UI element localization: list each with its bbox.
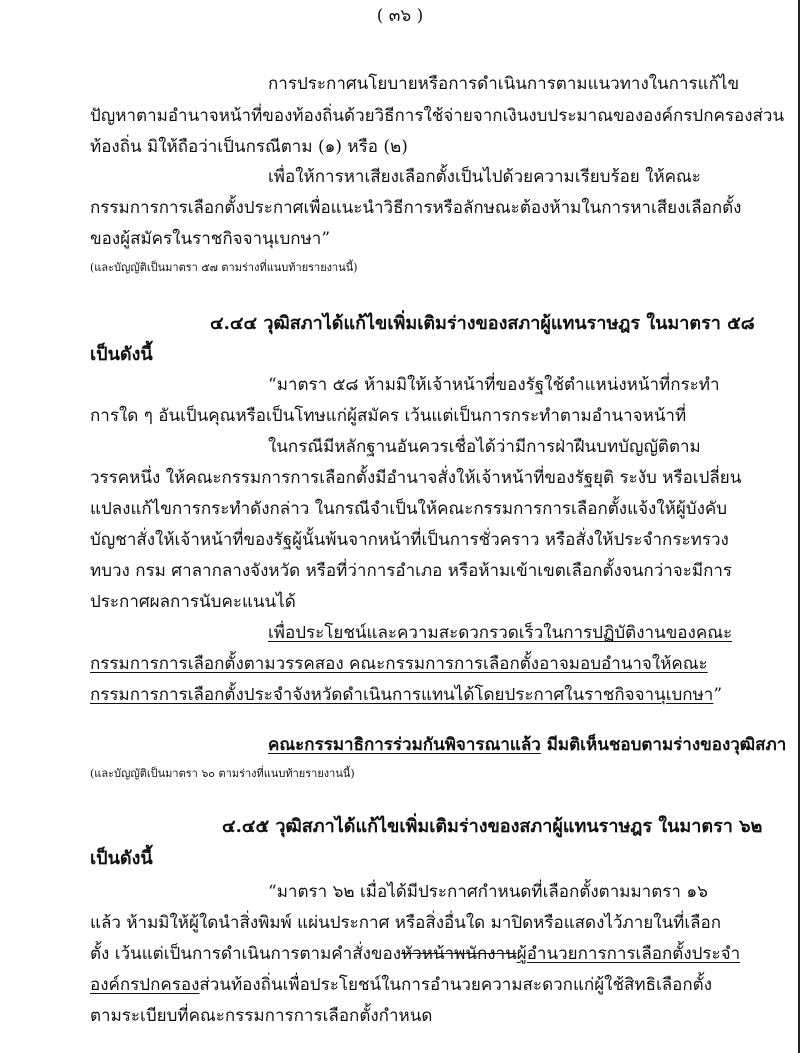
paragraph-line: กรรมการการเลือกตั้งประกาศเพื่อแนะนำวิธีการหรือลักษณะต้องห้ามในการหาเสียงเลือกตั้ง [90,198,742,218]
paragraph-line: แล้ว ห้ามมิให้ผู้ใดนำสิ่งพิมพ์ แผ่นประกาศ หรือสิ่งอื่นใด มาปิดหรือแสดงไว้ภายในที่เลือก [90,913,722,933]
paragraph-line: การประกาศนโยบายหรือการดำเนินการตามแนวทางในการแก้ไข [268,74,740,94]
text-segment: ส่วนท้องถิ่นเพื่อประโยชน์ในการอำนวยความสะดวกแก่ผู้ใช้สิทธิเลือกตั้ง [199,975,713,995]
section-heading-cont: เป็นดังนี้ [90,344,153,365]
paragraph-line: ปัญหาตามอำนาจหน้าที่ของท้องถิ่นด้วยวิธีการใช้จ่ายจากเงินงบประมาณขององค์กรปกครองส่วน [90,106,785,126]
paragraph-line: ประกาศผลการนับคะแนนได้ [90,592,296,612]
committee-underlined: คณะกรรมาธิการร่วมกันพิจารณาแล้ว [268,735,541,755]
underlined-line: กรรมการการเลือกตั้งตามวรรคสอง คณะกรรมการการเลือกตั้งอาจมอบอำนาจให้คณะ [90,654,708,674]
section-heading: ๔.๔๕ วุฒิสภาได้แก้ไขเพิ่มเติมร่างของสภาผู้แทนราษฎร ในมาตรา ๖๒ [222,816,763,837]
quote-close: ” [713,685,723,705]
section-heading-cont: เป็นดังนี้ [90,848,153,869]
paragraph-line [90,942,740,966]
paragraph-line: ท้องถิ่น มิให้ถือว่าเป็นกรณีตาม (๑) หรือ (๒) [90,137,408,157]
underlined-line: เพื่อประโยชน์และความสะดวกรวดเร็วในการปฏิบัติงานของคณะ [268,623,733,643]
paragraph-line [90,973,712,997]
paragraph-line: แปลงแก้ไขการกระทำดังกล่าว ในกรณีจำเป็นให้คณะกรรมการการเลือกตั้งแจ้งให้ผู้บังคับ [90,499,728,519]
paragraph-line: ทบวง กรม ศาลากลางจังหวัด หรือที่ว่าการอำเภอ หรือห้ามเข้าเขตเลือกตั้งจนกว่าจะมีการ [90,561,733,581]
committee-rest: มีมติเห็นชอบตามร่างของวุฒิสภา [540,735,787,755]
underlined-text: ผู้อำนวยการการเลือกตั้งประจำ [516,944,741,964]
text-segment: ตั้ง เว้นแต่เป็นการดำเนินการตามคำสั่งของ [90,944,402,964]
paragraph-line: “มาตรา ๕๘ ห้ามมิให้เจ้าหน้าที่ของรัฐใช้ตำแหน่งหน้าที่กระทำ [268,375,720,395]
paragraph-line: “มาตรา ๖๒ เมื่อได้มีประกาศกำหนดที่เลือกตั้งตามมาตรา ๑๖ [268,882,708,902]
underlined-text: กรรมการการเลือกตั้งประจำจังหวัดดำเนินการแทนได้โดยประกาศในราชกิจจานุเบกษา [90,685,714,705]
paragraph-line: ตามระเบียบที่คณะกรรมการการเลือกตั้งกำหนด [90,1006,433,1026]
paragraph-line: การใด ๆ อันเป็นคุณหรือเป็นโทษแก่ผู้สมัคร เว้นแต่เป็นการกระทำตามอำนาจหน้าที่ [90,406,687,426]
underlined-text: องค์กรปกครอง [90,975,200,995]
paragraph-line: บัญชาสั่งให้เจ้าหน้าที่ของรัฐผู้นั้นพ้นจากหน้าที่เป็นการชั่วคราว หรือสั่งให้ประจำกระทรวง [90,530,729,550]
committee-resolution [268,733,786,757]
section-heading: ๔.๔๔ วุฒิสภาได้แก้ไขเพิ่มเติมร่างของสภาผู้แทนราษฎร ในมาตรา ๕๘ [210,313,755,334]
struck-text: หัวหน้าพนักงาน [401,944,517,964]
paragraph-line: ของผู้สมัครในราชกิจจานุเบกษา” [90,229,331,249]
section-note: (และบัญญัติเป็นมาตรา ๖๐ ตามร่างที่แนบท้ายรายงานนี้) [90,767,355,780]
page-number: ( ๓๖ ) [376,6,424,26]
paragraph-line [90,683,722,707]
paragraph-line: ในกรณีมีหลักฐานอันควรเชื่อได้ว่ามีการฝ่าฝืนบทบัญญัติตาม [268,437,701,457]
section-note: (และบัญญัติเป็นมาตรา ๕๗ ตามร่างที่แนบท้ายรายงานนี้) [90,261,358,274]
paragraph-line: เพื่อให้การหาเสียงเลือกตั้งเป็นไปด้วยความเรียบร้อย ให้คณะ [268,167,701,187]
paragraph-line: วรรคหนึ่ง ให้คณะกรรมการการเลือกตั้งมีอำนาจสั่งให้เจ้าหน้าที่ของรัฐยุติ ระงับ หรือเปลี่ยน [90,468,742,488]
